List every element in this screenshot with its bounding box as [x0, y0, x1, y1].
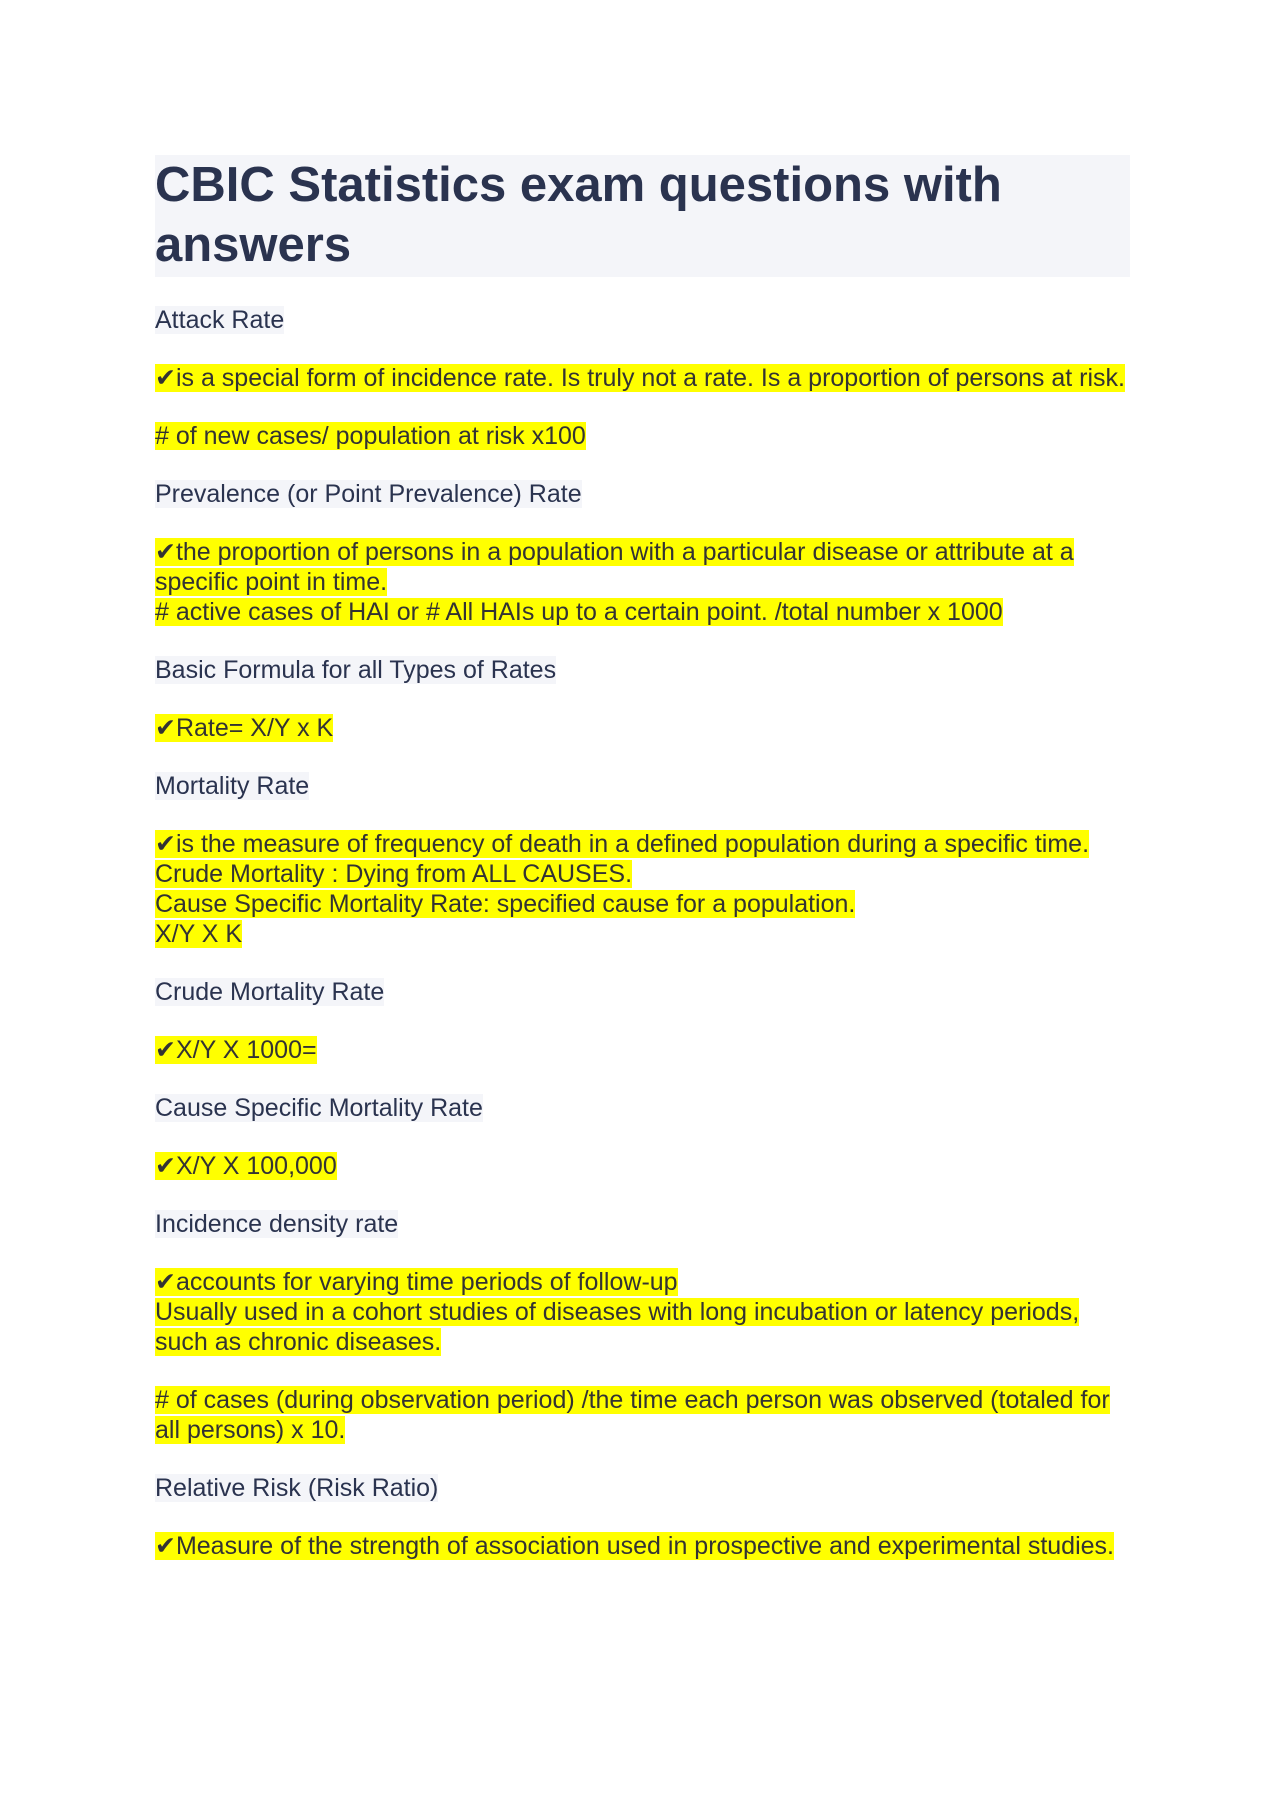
highlighted-answer-text: Crude Mortality : Dying from ALL CAUSES. [155, 860, 633, 888]
answer-block [155, 1151, 1130, 1181]
answer-block [155, 1267, 1130, 1357]
question-text: Crude Mortality Rate [155, 978, 385, 1006]
question-term [155, 1473, 1130, 1503]
question-text: Cause Specific Mortality Rate [155, 1094, 483, 1122]
highlighted-answer-text: ✔Rate= X/Y x K [155, 714, 334, 742]
question-text: Basic Formula for all Types of Rates [155, 656, 557, 684]
question-text: Incidence density rate [155, 1210, 399, 1238]
question-term [155, 1209, 1130, 1239]
answer-line [155, 1297, 1130, 1357]
answer-line [155, 1385, 1130, 1445]
highlighted-answer-text: ✔Measure of the strength of association used in prospective and experimental studies. [155, 1532, 1114, 1560]
answer-line [155, 889, 1130, 919]
highlighted-answer-text: # active cases of HAI or # All HAIs up to a certain point. /total number x 1000 [155, 598, 1003, 626]
highlighted-answer-text: ✔the proportion of persons in a population with a particular disease or attribute at a specific point in time. [155, 538, 1074, 596]
question-text: Prevalence (or Point Prevalence) Rate [155, 480, 582, 508]
answer-block [155, 363, 1130, 393]
highlighted-answer-text: ✔accounts for varying time periods of follow-up [155, 1268, 678, 1296]
highlighted-answer-text: ✔X/Y X 100,000 [155, 1152, 337, 1180]
answer-block [155, 1531, 1130, 1561]
highlighted-answer-text: ✔X/Y X 1000= [155, 1036, 317, 1064]
title-box [155, 155, 1130, 277]
question-term [155, 655, 1130, 685]
question-term [155, 1093, 1130, 1123]
answer-line [155, 859, 1130, 889]
answer-block [155, 1035, 1130, 1065]
answer-line [155, 1267, 1130, 1297]
document-content [155, 155, 1130, 1589]
answer-block [155, 537, 1130, 627]
highlighted-answer-text: ✔is the measure of frequency of death in a defined population during a specific time. [155, 830, 1090, 858]
answer-block [155, 421, 1130, 451]
question-text: Attack Rate [155, 306, 285, 334]
answer-block [155, 1385, 1130, 1445]
question-term [155, 977, 1130, 1007]
answer-line [155, 1151, 1130, 1181]
answer-line [155, 537, 1130, 597]
highlighted-answer-text: ✔is a special form of incidence rate. Is truly not a rate. Is a proportion of persons at risk. [155, 364, 1125, 392]
document-title: CBIC Statistics exam questions with answers [155, 158, 1002, 272]
answer-line [155, 363, 1130, 393]
answer-line [155, 919, 1130, 949]
highlighted-answer-text: X/Y X K [155, 920, 243, 948]
answer-line [155, 421, 1130, 451]
answer-line [155, 713, 1130, 743]
question-term [155, 305, 1130, 335]
answer-line [155, 1531, 1130, 1561]
answer-line [155, 597, 1130, 627]
question-term [155, 771, 1130, 801]
question-text: Relative Risk (Risk Ratio) [155, 1474, 439, 1502]
question-text: Mortality Rate [155, 772, 310, 800]
answer-line [155, 829, 1130, 859]
answer-block [155, 713, 1130, 743]
highlighted-answer-text: Cause Specific Mortality Rate: specified cause for a population. [155, 890, 856, 918]
qa-list [155, 305, 1130, 1561]
highlighted-answer-text: # of cases (during observation period) /the time each person was observed (totaled for all persons) x 10. [155, 1386, 1110, 1444]
highlighted-answer-text: Usually used in a cohort studies of diseases with long incubation or latency periods, such as chronic diseases. [155, 1298, 1080, 1356]
highlighted-answer-text: # of new cases/ population at risk x100 [155, 422, 586, 450]
answer-line [155, 1035, 1130, 1065]
question-term [155, 479, 1130, 509]
answer-block [155, 829, 1130, 949]
